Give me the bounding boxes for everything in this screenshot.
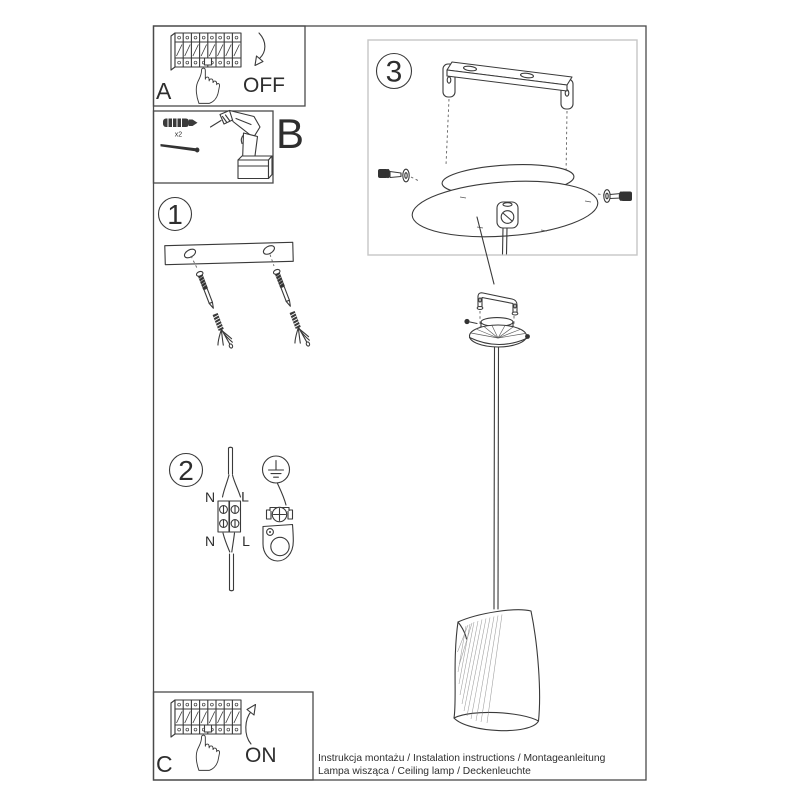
breaker-on-label: ON [245,744,277,767]
step-3 [368,40,637,284]
alignment-dash [566,111,567,176]
panel-a [154,26,306,106]
screw-anchor-icon [268,267,312,350]
step-2-number: 2 [178,455,194,486]
grub-screw-icon [464,319,477,324]
step-3-badge [377,54,412,89]
step-1-badge [159,198,192,231]
canopy-screw-left-icon [378,169,419,182]
anchor-quantity-label: x2 [174,131,183,139]
step-2-badge [170,454,203,487]
step-1 [159,198,312,353]
screw-icon [161,144,200,153]
terminal-block-icon [218,501,241,532]
panel-b-label: B [276,110,305,157]
alignment-dash [446,99,449,165]
step-1-number: 1 [167,199,183,230]
pointing-hand-icon [196,735,219,770]
panel-c-label: C [156,751,173,777]
pendant-cord [494,347,499,609]
panel-a-label: A [156,78,172,104]
cord-holder-icon [470,318,530,347]
cord-assembly [454,293,540,731]
pointing-hand-icon [196,68,219,103]
footer-product-line: Lampa wisząca / Ceiling lamp / Deckenleuchte [318,766,531,777]
footer [318,753,606,777]
ceiling-bracket-icon [443,62,573,109]
curved-arrow-down-icon [255,33,265,66]
panel-c [154,692,314,780]
curved-arrow-up-icon [246,705,256,745]
breaker-panel-icon [171,700,241,737]
terminal-l-bottom-label: L [242,533,250,549]
drill-icon [211,111,273,179]
cord-grip-icon [263,507,293,561]
screw-anchor-icon [191,269,235,352]
wall-plug-icon [163,119,198,128]
strain-bracket-icon [477,293,518,315]
breaker-off-label: OFF [243,74,285,97]
lampshade-icon [454,610,540,731]
ground-wire [278,484,287,506]
step-3-number: 3 [385,55,403,89]
panel-b [154,110,305,183]
terminal-n-bottom-label: N [204,533,216,549]
mounting-bar-icon [165,242,293,264]
earth-symbol-icon [263,456,290,483]
step-2 [170,447,294,591]
canopy-screw-right-icon [598,190,632,203]
page-border [154,26,647,780]
terminal-n-top-label: N [204,489,216,505]
breaker-panel-icon [171,33,241,70]
terminal-l-top-label: L [241,488,249,505]
footer-title-line: Instrukcja montażu / Instalation instructions / Montageanleitung [318,753,606,764]
